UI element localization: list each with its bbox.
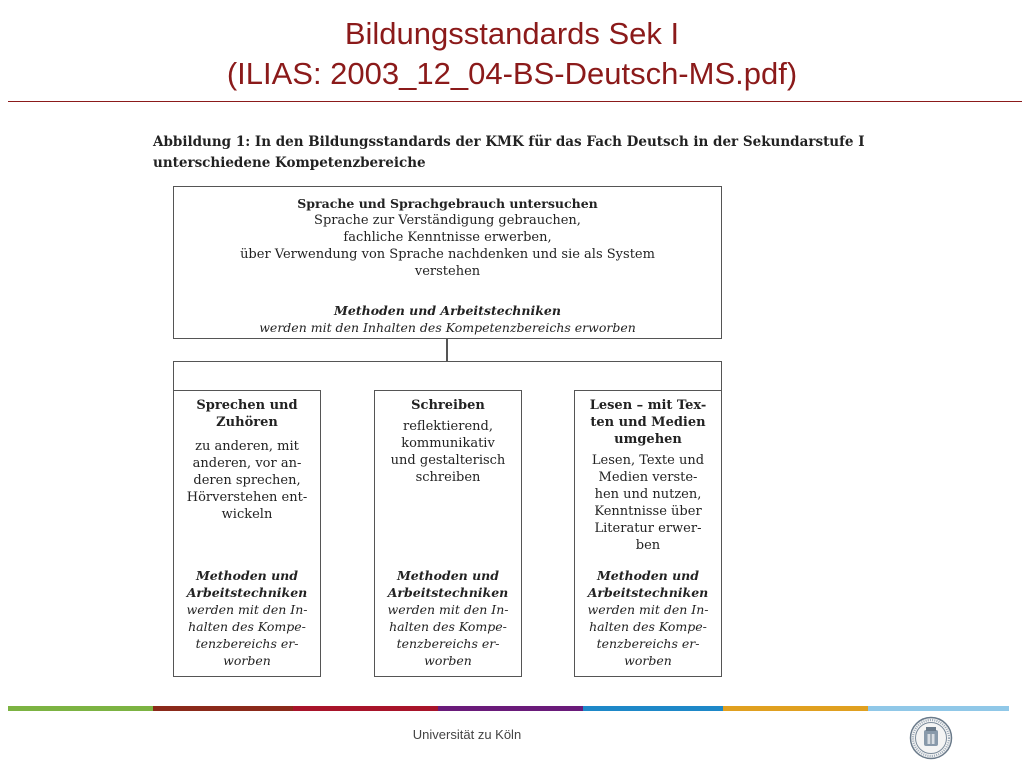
title-divider bbox=[8, 101, 1022, 102]
column-methods-text: worben bbox=[624, 653, 672, 668]
footer-color-segment bbox=[153, 706, 293, 711]
column-methods-text: worben bbox=[223, 653, 271, 668]
column-methods-text: werden mit den In- bbox=[387, 602, 509, 617]
column-line: reflektierend, bbox=[403, 419, 493, 434]
column-heading-line: Lesen – mit Tex- bbox=[589, 398, 707, 413]
column-heading-line: Zuhören bbox=[216, 415, 278, 430]
top-box-methods-text: werden mit den Inhalten des Kompetenzbereichs erworben bbox=[259, 320, 636, 335]
connector-frame bbox=[173, 361, 722, 391]
footer-color-bar bbox=[8, 706, 1009, 711]
footer-color-segment bbox=[438, 706, 583, 711]
column-methods-text: worben bbox=[424, 653, 472, 668]
column-heading bbox=[579, 397, 717, 448]
column-heading-line: Sprechen und bbox=[196, 398, 298, 413]
column-box-sprechen bbox=[173, 390, 321, 677]
column-line: deren sprechen, bbox=[193, 473, 301, 488]
top-box-methods-heading: Methoden und Arbeitstechniken bbox=[334, 303, 561, 318]
column-line: Literatur erwer- bbox=[594, 521, 702, 536]
column-line: Medien verste- bbox=[598, 470, 698, 485]
slide-title bbox=[0, 14, 1024, 94]
column-line: Lesen, Texte und bbox=[591, 453, 705, 468]
footer-color-segment bbox=[723, 706, 868, 711]
connector-line bbox=[446, 339, 448, 362]
footer-color-segment bbox=[293, 706, 438, 711]
column-body bbox=[379, 418, 517, 486]
column-heading-line: ten und Medien bbox=[590, 415, 706, 430]
column-methods-text: tenzbereichs er- bbox=[195, 636, 299, 651]
column-heading-line: umgehen bbox=[614, 432, 682, 447]
column-methods bbox=[575, 567, 721, 669]
column-methods-heading: Arbeitstechniken bbox=[186, 585, 308, 600]
caption-line2: unterschiedene Kompetenzbereiche bbox=[153, 155, 426, 171]
column-methods-heading: Methoden und bbox=[195, 568, 299, 583]
column-heading bbox=[178, 397, 316, 431]
column-line: wickeln bbox=[221, 507, 273, 522]
column-body bbox=[178, 438, 316, 523]
footer-color-segment bbox=[8, 706, 153, 711]
column-body bbox=[579, 452, 717, 554]
top-box-line: verstehen bbox=[414, 264, 481, 279]
column-heading bbox=[379, 397, 517, 414]
footer-color-segment bbox=[583, 706, 723, 711]
column-methods-text: werden mit den In- bbox=[587, 602, 709, 617]
university-seal-icon bbox=[909, 716, 953, 760]
caption-line1: Abbildung 1: In den Bildungsstandards der KMK für das Fach Deutsch in der Sekundarstufe I bbox=[153, 134, 865, 150]
top-box-body bbox=[174, 212, 721, 280]
column-box-schreiben bbox=[374, 390, 522, 677]
column-line: hen und nutzen, bbox=[594, 487, 702, 502]
column-methods-heading: Methoden und bbox=[396, 568, 500, 583]
slide-title-line1: Bildungsstandards Sek I bbox=[344, 16, 680, 51]
column-box-lesen bbox=[574, 390, 722, 677]
top-box-line: Sprache zur Verständigung gebrauchen, bbox=[314, 213, 581, 228]
column-methods-heading: Arbeitstechniken bbox=[387, 585, 509, 600]
top-box-line: fachliche Kenntnisse erwerben, bbox=[343, 230, 552, 245]
column-line: Hörverstehen ent- bbox=[186, 490, 308, 505]
figure-caption bbox=[153, 132, 953, 174]
column-line: kommunikativ bbox=[401, 436, 495, 451]
column-methods-text: halten des Kompe- bbox=[188, 619, 306, 634]
column-line: und gestalterisch bbox=[390, 453, 506, 468]
top-box-methods bbox=[174, 302, 721, 336]
column-line: anderen, vor an- bbox=[192, 456, 302, 471]
column-methods bbox=[174, 567, 320, 669]
column-line: zu anderen, mit bbox=[195, 439, 299, 454]
column-methods-heading: Arbeitstechniken bbox=[587, 585, 709, 600]
column-methods-text: werden mit den In- bbox=[186, 602, 308, 617]
footer-color-segment bbox=[868, 706, 1009, 711]
slide-title-line2: (ILIAS: 2003_12_04-BS-Deutsch-MS.pdf) bbox=[226, 56, 798, 91]
column-methods-text: halten des Kompe- bbox=[589, 619, 707, 634]
column-methods-text: tenzbereichs er- bbox=[596, 636, 700, 651]
top-box-heading: Sprache und Sprachgebrauch untersuchen bbox=[297, 196, 598, 211]
column-methods bbox=[375, 567, 521, 669]
column-methods-text: tenzbereichs er- bbox=[396, 636, 500, 651]
column-methods-heading: Methoden und bbox=[596, 568, 700, 583]
column-methods-text: halten des Kompe- bbox=[389, 619, 507, 634]
column-line: schreiben bbox=[415, 470, 481, 485]
column-heading-line: Schreiben bbox=[411, 398, 485, 413]
top-competence-box bbox=[173, 186, 722, 339]
top-box-line: über Verwendung von Sprache nachdenken und sie als System bbox=[240, 247, 655, 262]
footer-university-name: Universität zu Köln bbox=[412, 727, 522, 742]
column-line: Kenntnisse über bbox=[594, 504, 702, 519]
column-line: ben bbox=[635, 538, 661, 553]
